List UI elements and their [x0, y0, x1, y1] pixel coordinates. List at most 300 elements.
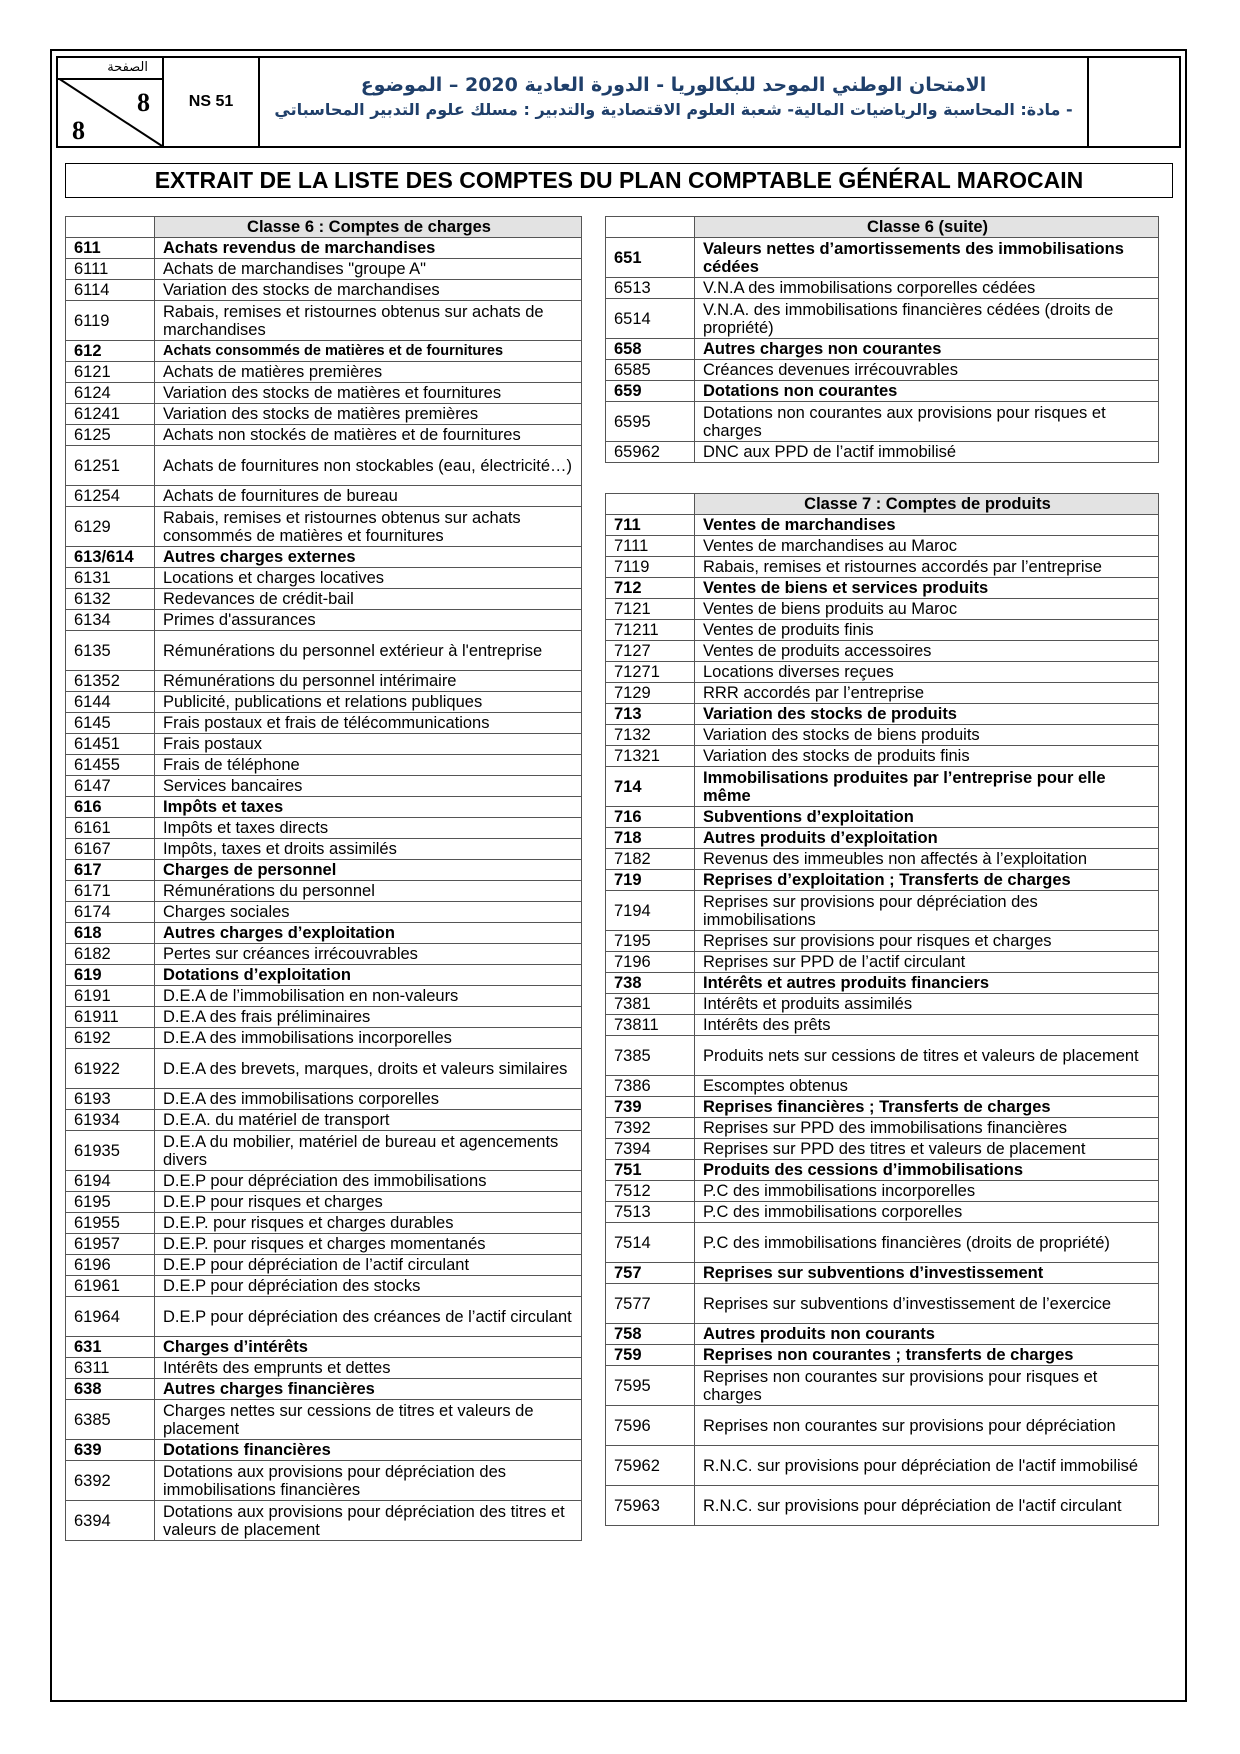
- account-row: [606, 515, 1159, 536]
- account-label: Valeurs nettes d’amortissements des immobilisations cédées: [695, 238, 1159, 278]
- account-code: 6135: [66, 631, 155, 671]
- account-row: [606, 238, 1159, 278]
- account-code: 6194: [66, 1171, 155, 1192]
- account-code: 611: [66, 238, 155, 259]
- account-row: [66, 1461, 582, 1501]
- account-label: Reprises sur PPD de l’actif circulant: [695, 952, 1159, 973]
- account-row: [606, 620, 1159, 641]
- account-row: [606, 1345, 1159, 1366]
- account-row: [606, 1118, 1159, 1139]
- account-label: Intérêts et autres produits financiers: [695, 973, 1159, 994]
- exam-title-box: [260, 58, 1089, 146]
- account-label: V.N.A des immobilisations corporelles cédées: [695, 278, 1159, 299]
- account-label: Rémunérations du personnel: [155, 881, 582, 902]
- account-row: [606, 973, 1159, 994]
- account-code: 713: [606, 704, 695, 725]
- account-code: 61961: [66, 1276, 155, 1297]
- account-label: Rémunérations du personnel intérimaire: [155, 671, 582, 692]
- account-code: 714: [606, 767, 695, 807]
- account-code: 65962: [606, 442, 695, 463]
- account-label: Produits nets sur cessions de titres et valeurs de placement: [695, 1036, 1159, 1076]
- account-code: 61352: [66, 671, 155, 692]
- account-label: Variation des stocks de marchandises: [155, 280, 582, 301]
- account-row: [606, 1324, 1159, 1345]
- heading-empty-cell: [606, 217, 695, 238]
- account-code: 61934: [66, 1110, 155, 1131]
- account-code: 639: [66, 1440, 155, 1461]
- account-code: 6132: [66, 589, 155, 610]
- account-label: Charges d’intérêts: [155, 1337, 582, 1358]
- account-code: 718: [606, 828, 695, 849]
- account-row: [606, 360, 1159, 381]
- account-row: [66, 1089, 582, 1110]
- account-row: [606, 299, 1159, 339]
- account-label: D.E.P pour risques et charges: [155, 1192, 582, 1213]
- account-row: [66, 362, 582, 383]
- account-label: Subventions d’exploitation: [695, 807, 1159, 828]
- account-code: 6124: [66, 383, 155, 404]
- account-row: [606, 1263, 1159, 1284]
- account-code: 711: [606, 515, 695, 536]
- account-row: [606, 641, 1159, 662]
- account-label: Reprises sur PPD des titres et valeurs de placement: [695, 1139, 1159, 1160]
- account-code: 7194: [606, 891, 695, 931]
- account-label: Dotations financières: [155, 1440, 582, 1461]
- account-row: [66, 1440, 582, 1461]
- account-row: [606, 725, 1159, 746]
- account-row: [606, 891, 1159, 931]
- account-row: [606, 1446, 1159, 1486]
- page-current: 8: [137, 88, 150, 117]
- account-label: Autres produits d’exploitation: [695, 828, 1159, 849]
- account-label: Achats de fournitures non stockables (eau, électricité…): [155, 446, 582, 486]
- account-code: 6147: [66, 776, 155, 797]
- account-row: [66, 589, 582, 610]
- exam-title-line1: الامتحان الوطني الموحد للبكالوريا - الدورة العادية 2020 – الموضوع: [360, 74, 987, 96]
- account-code: 6174: [66, 902, 155, 923]
- account-code: 71211: [606, 620, 695, 641]
- account-code: 6514: [606, 299, 695, 339]
- account-label: Reprises sur PPD des immobilisations financières: [695, 1118, 1159, 1139]
- account-code: 739: [606, 1097, 695, 1118]
- account-label: D.E.A des frais préliminaires: [155, 1007, 582, 1028]
- account-code: 75963: [606, 1486, 695, 1526]
- account-code: 7577: [606, 1284, 695, 1324]
- products-accounts-table: [605, 493, 1159, 1526]
- account-label: Intérêts et produits assimilés: [695, 994, 1159, 1015]
- account-code: 7129: [606, 683, 695, 704]
- account-row: [606, 683, 1159, 704]
- account-row: [66, 986, 582, 1007]
- account-label: Autres charges externes: [155, 547, 582, 568]
- account-code: 631: [66, 1337, 155, 1358]
- account-row: [66, 1007, 582, 1028]
- account-code: 6111: [66, 259, 155, 280]
- account-label: Autres charges non courantes: [695, 339, 1159, 360]
- account-code: 71271: [606, 662, 695, 683]
- account-label: Reprises sur provisions pour dépréciation des immobilisations: [695, 891, 1159, 931]
- account-row: [606, 1366, 1159, 1406]
- account-label: D.E.P pour dépréciation des stocks: [155, 1276, 582, 1297]
- account-row: [606, 994, 1159, 1015]
- account-label: D.E.P pour dépréciation des créances de l’actif circulant: [155, 1297, 582, 1337]
- account-code: 7121: [606, 599, 695, 620]
- account-code: 6385: [66, 1400, 155, 1440]
- account-label: Revenus des immeubles non affectés à l’exploitation: [695, 849, 1159, 870]
- account-code: 618: [66, 923, 155, 944]
- account-label: D.E.P. pour risques et charges momentanés: [155, 1234, 582, 1255]
- account-row: [606, 278, 1159, 299]
- account-label: Impôts et taxes directs: [155, 818, 582, 839]
- account-label: D.E.P. pour risques et charges durables: [155, 1213, 582, 1234]
- account-label: Intérêts des emprunts et dettes: [155, 1358, 582, 1379]
- account-row: [66, 1379, 582, 1400]
- account-code: 651: [606, 238, 695, 278]
- account-label: D.E.A des immobilisations incorporelles: [155, 1028, 582, 1049]
- account-label: Dotations non courantes aux provisions pour risques et charges: [695, 402, 1159, 442]
- page-number-box: [58, 58, 164, 146]
- account-label: Autres produits non courants: [695, 1324, 1159, 1345]
- account-row: [66, 692, 582, 713]
- account-label: Publicité, publications et relations publiques: [155, 692, 582, 713]
- account-row: [606, 1139, 1159, 1160]
- account-label: RRR accordés par l’entreprise: [695, 683, 1159, 704]
- account-label: Variation des stocks de matières premières: [155, 404, 582, 425]
- account-label: Reprises d’exploitation ; Transferts de charges: [695, 870, 1159, 891]
- account-label: D.E.A des immobilisations corporelles: [155, 1089, 582, 1110]
- account-row: [66, 881, 582, 902]
- account-label: Ventes de produits finis: [695, 620, 1159, 641]
- account-label: Frais postaux: [155, 734, 582, 755]
- account-label: Immobilisations produites par l’entreprise pour elle même: [695, 767, 1159, 807]
- heading-empty-cell: [66, 217, 155, 238]
- account-code: 7596: [606, 1406, 695, 1446]
- account-code: 7182: [606, 849, 695, 870]
- account-row: [66, 839, 582, 860]
- account-label: Autres charges d’exploitation: [155, 923, 582, 944]
- account-label: Services bancaires: [155, 776, 582, 797]
- account-row: [606, 849, 1159, 870]
- account-row: [66, 631, 582, 671]
- account-code: 6182: [66, 944, 155, 965]
- account-row: [606, 952, 1159, 973]
- account-row: [66, 547, 582, 568]
- account-code: 7595: [606, 1366, 695, 1406]
- account-code: 6193: [66, 1089, 155, 1110]
- account-code: 73811: [606, 1015, 695, 1036]
- account-row: [606, 536, 1159, 557]
- account-label: D.E.A de l’immobilisation en non-valeurs: [155, 986, 582, 1007]
- account-row: [66, 1131, 582, 1171]
- account-label: Rabais, remises et ristournes obtenus sur achats de marchandises: [155, 301, 582, 341]
- account-label: Reprises financières ; Transferts de charges: [695, 1097, 1159, 1118]
- account-row: [606, 402, 1159, 442]
- account-code: 7385: [606, 1036, 695, 1076]
- account-label: Ventes de produits accessoires: [695, 641, 1159, 662]
- account-row: [66, 341, 582, 362]
- account-code: 71321: [606, 746, 695, 767]
- account-label: Pertes sur créances irrécouvrables: [155, 944, 582, 965]
- account-label: Locations et charges locatives: [155, 568, 582, 589]
- account-code: 6192: [66, 1028, 155, 1049]
- account-label: Dotations d’exploitation: [155, 965, 582, 986]
- account-row: [606, 1202, 1159, 1223]
- account-label: D.E.P pour dépréciation de l’actif circulant: [155, 1255, 582, 1276]
- account-row: [66, 860, 582, 881]
- account-code: 7195: [606, 931, 695, 952]
- account-code: 7381: [606, 994, 695, 1015]
- page-total: 8: [72, 116, 85, 145]
- account-row: [66, 713, 582, 734]
- account-label: Impôts et taxes: [155, 797, 582, 818]
- account-row: [66, 446, 582, 486]
- account-code: 61251: [66, 446, 155, 486]
- account-code: 6196: [66, 1255, 155, 1276]
- account-row: [66, 1110, 582, 1131]
- account-label: Reprises non courantes ; transferts de charges: [695, 1345, 1159, 1366]
- account-code: 6585: [606, 360, 695, 381]
- account-label: Charges de personnel: [155, 860, 582, 881]
- account-label: Dotations non courantes: [695, 381, 1159, 402]
- account-row: [66, 818, 582, 839]
- table-heading: Classe 7 : Comptes de produits: [695, 494, 1159, 515]
- heading-empty-cell: [606, 494, 695, 515]
- account-row: [606, 1406, 1159, 1446]
- account-row: [606, 767, 1159, 807]
- account-row: [606, 1015, 1159, 1036]
- account-code: 61451: [66, 734, 155, 755]
- table-heading: Classe 6 : Comptes de charges: [155, 217, 582, 238]
- account-row: [66, 1171, 582, 1192]
- account-code: 7386: [606, 1076, 695, 1097]
- account-code: 61911: [66, 1007, 155, 1028]
- account-row: [66, 1276, 582, 1297]
- account-row: [66, 1501, 582, 1541]
- account-code: 738: [606, 973, 695, 994]
- account-label: Produits des cessions d’immobilisations: [695, 1160, 1159, 1181]
- account-label: Ventes de marchandises: [695, 515, 1159, 536]
- account-row: [606, 931, 1159, 952]
- page-label: الصفحة: [58, 58, 162, 80]
- account-row: [66, 1049, 582, 1089]
- account-code: 61254: [66, 486, 155, 507]
- account-code: 712: [606, 578, 695, 599]
- account-row: [606, 599, 1159, 620]
- account-code: 61922: [66, 1049, 155, 1089]
- account-row: [66, 280, 582, 301]
- account-row: [66, 301, 582, 341]
- account-label: Impôts, taxes et droits assimilés: [155, 839, 582, 860]
- account-code: 719: [606, 870, 695, 891]
- account-row: [606, 1284, 1159, 1324]
- account-label: D.E.A des brevets, marques, droits et valeurs similaires: [155, 1049, 582, 1089]
- account-row: [66, 610, 582, 631]
- account-label: Reprises non courantes sur provisions pour risques et charges: [695, 1366, 1159, 1406]
- account-row: [606, 807, 1159, 828]
- account-label: D.E.A. du matériel de transport: [155, 1110, 582, 1131]
- account-code: 716: [606, 807, 695, 828]
- account-label: Escomptes obtenus: [695, 1076, 1159, 1097]
- account-label: Autres charges financières: [155, 1379, 582, 1400]
- account-label: Achats de matières premières: [155, 362, 582, 383]
- account-row: [66, 1192, 582, 1213]
- account-code: 612: [66, 341, 155, 362]
- main-title: EXTRAIT DE LA LISTE DES COMPTES DU PLAN COMPTABLE GÉNÉRAL MAROCAIN: [65, 163, 1173, 198]
- account-row: [66, 383, 582, 404]
- account-row: [66, 568, 582, 589]
- account-row: [66, 776, 582, 797]
- account-code: 6394: [66, 1501, 155, 1541]
- exam-code: NS 51: [164, 58, 260, 146]
- account-row: [66, 1255, 582, 1276]
- account-label: Ventes de biens et services produits: [695, 578, 1159, 599]
- account-row: [66, 944, 582, 965]
- account-code: 7394: [606, 1139, 695, 1160]
- account-label: Achats consommés de matières et de fournitures: [155, 341, 582, 362]
- account-label: R.N.C. sur provisions pour dépréciation de l'actif circulant: [695, 1486, 1159, 1526]
- account-code: 659: [606, 381, 695, 402]
- account-code: 6145: [66, 713, 155, 734]
- account-row: [66, 1028, 582, 1049]
- account-row: [606, 828, 1159, 849]
- account-code: 6311: [66, 1358, 155, 1379]
- account-label: Variation des stocks de biens produits: [695, 725, 1159, 746]
- account-label: V.N.A. des immobilisations financières cédées (droits de propriété): [695, 299, 1159, 339]
- account-code: 6191: [66, 986, 155, 1007]
- account-code: 751: [606, 1160, 695, 1181]
- account-row: [606, 578, 1159, 599]
- account-row: [66, 755, 582, 776]
- account-label: Ventes de marchandises au Maroc: [695, 536, 1159, 557]
- account-row: [66, 734, 582, 755]
- account-code: 61455: [66, 755, 155, 776]
- charges-continued-table: [605, 216, 1159, 463]
- header-blank-cell: [1089, 58, 1179, 146]
- account-row: [606, 442, 1159, 463]
- account-row: [66, 1337, 582, 1358]
- account-label: Variation des stocks de produits: [695, 704, 1159, 725]
- account-code: 619: [66, 965, 155, 986]
- account-code: 6131: [66, 568, 155, 589]
- account-code: 6392: [66, 1461, 155, 1501]
- account-row: [66, 1297, 582, 1337]
- account-label: Ventes de biens produits au Maroc: [695, 599, 1159, 620]
- account-label: Reprises non courantes sur provisions pour dépréciation: [695, 1406, 1159, 1446]
- account-row: [606, 1181, 1159, 1202]
- account-row: [66, 923, 582, 944]
- account-code: 7119: [606, 557, 695, 578]
- account-label: Locations diverses reçues: [695, 662, 1159, 683]
- account-code: 6121: [66, 362, 155, 383]
- account-code: 75962: [606, 1446, 695, 1486]
- account-label: Reprises sur subventions d’investissement: [695, 1263, 1159, 1284]
- account-row: [66, 1358, 582, 1379]
- account-row: [66, 238, 582, 259]
- charges-accounts-table: [65, 216, 582, 1541]
- account-code: 616: [66, 797, 155, 818]
- account-label: Dotations aux provisions pour dépréciation des titres et valeurs de placement: [155, 1501, 582, 1541]
- account-label: Frais postaux et frais de télécommunications: [155, 713, 582, 734]
- account-code: 6144: [66, 692, 155, 713]
- account-code: 7392: [606, 1118, 695, 1139]
- account-label: P.C des immobilisations corporelles: [695, 1202, 1159, 1223]
- exam-header: [56, 56, 1181, 148]
- account-row: [66, 1400, 582, 1440]
- account-code: 7127: [606, 641, 695, 662]
- account-row: [606, 1160, 1159, 1181]
- account-code: 61935: [66, 1131, 155, 1171]
- account-label: Achats revendus de marchandises: [155, 238, 582, 259]
- account-code: 61241: [66, 404, 155, 425]
- account-label: R.N.C. sur provisions pour dépréciation de l'actif immobilisé: [695, 1446, 1159, 1486]
- account-code: 7514: [606, 1223, 695, 1263]
- account-code: 61964: [66, 1297, 155, 1337]
- account-row: [606, 870, 1159, 891]
- table-heading-row: [606, 494, 1159, 515]
- account-label: Redevances de crédit-bail: [155, 589, 582, 610]
- account-label: Achats de fournitures de bureau: [155, 486, 582, 507]
- account-label: Rabais, remises et ristournes accordés par l’entreprise: [695, 557, 1159, 578]
- account-code: 7512: [606, 1181, 695, 1202]
- account-row: [606, 1486, 1159, 1526]
- account-label: Achats de marchandises "groupe A": [155, 259, 582, 280]
- account-code: 759: [606, 1345, 695, 1366]
- account-code: 6195: [66, 1192, 155, 1213]
- account-code: 7111: [606, 536, 695, 557]
- account-label: Primes d'assurances: [155, 610, 582, 631]
- account-row: [66, 507, 582, 547]
- account-row: [606, 1076, 1159, 1097]
- table-heading: Classe 6 (suite): [695, 217, 1159, 238]
- account-row: [606, 1097, 1159, 1118]
- account-label: D.E.A du mobilier, matériel de bureau et agencements divers: [155, 1131, 582, 1171]
- account-code: 658: [606, 339, 695, 360]
- account-row: [606, 381, 1159, 402]
- account-code: 758: [606, 1324, 695, 1345]
- account-label: Variation des stocks de matières et fournitures: [155, 383, 582, 404]
- account-row: [606, 704, 1159, 725]
- account-label: Variation des stocks de produits finis: [695, 746, 1159, 767]
- account-label: Reprises sur provisions pour risques et charges: [695, 931, 1159, 952]
- account-label: Dotations aux provisions pour dépréciation des immobilisations financières: [155, 1461, 582, 1501]
- account-row: [66, 1234, 582, 1255]
- table-heading-row: [66, 217, 582, 238]
- account-label: Rabais, remises et ristournes obtenus sur achats consommés de matières et fournitures: [155, 507, 582, 547]
- table-heading-row: [606, 217, 1159, 238]
- account-label: Charges nettes sur cessions de titres et valeurs de placement: [155, 1400, 582, 1440]
- account-row: [606, 557, 1159, 578]
- account-row: [66, 965, 582, 986]
- account-code: 6114: [66, 280, 155, 301]
- account-code: 7132: [606, 725, 695, 746]
- account-code: 6167: [66, 839, 155, 860]
- account-row: [66, 1213, 582, 1234]
- account-code: 6129: [66, 507, 155, 547]
- account-code: 617: [66, 860, 155, 881]
- account-code: 6595: [606, 402, 695, 442]
- account-label: DNC aux PPD de l’actif immobilisé: [695, 442, 1159, 463]
- account-row: [66, 671, 582, 692]
- account-code: 6134: [66, 610, 155, 631]
- account-code: 7513: [606, 1202, 695, 1223]
- account-code: 613/614: [66, 547, 155, 568]
- account-label: Frais de téléphone: [155, 755, 582, 776]
- account-label: Achats non stockés de matières et de fournitures: [155, 425, 582, 446]
- account-row: [66, 425, 582, 446]
- account-code: 7196: [606, 952, 695, 973]
- account-row: [66, 404, 582, 425]
- account-code: 6125: [66, 425, 155, 446]
